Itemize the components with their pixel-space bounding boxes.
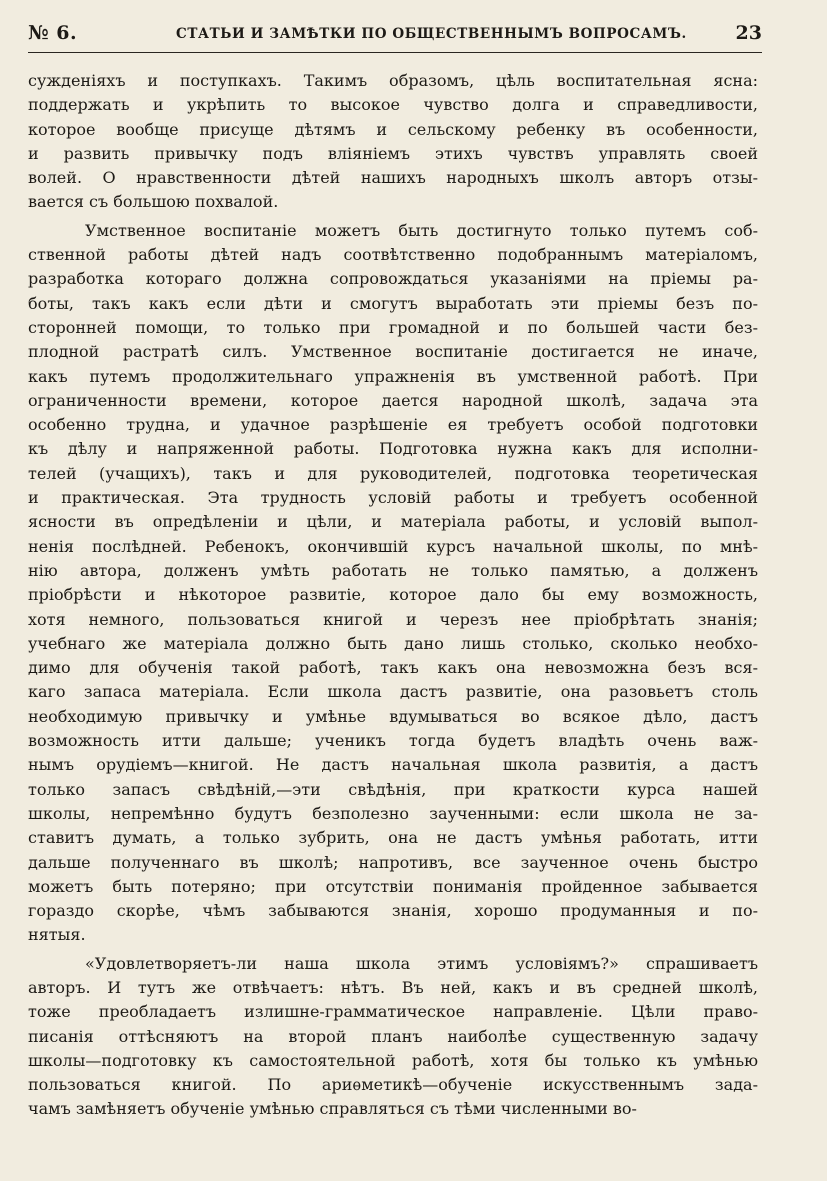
text-line: учебнаго же матеріала должно быть дано лишь столько, сколько необхо- <box>28 633 758 653</box>
text-line: ясности въ опредѣленіи и цѣли, и матеріала работы, и условій выпол- <box>28 512 758 532</box>
text-line: къ дѣлу и напряженной работы. Подготовка нужна какъ для исполни- <box>28 439 758 459</box>
text-line: нятыя. <box>28 925 86 945</box>
body-text <box>28 69 758 1122</box>
text-line: разработка котораго должна сопровождаться указаніями на пріемы ра- <box>28 269 758 289</box>
text-line: пользоваться книгой. По ариѳметикѣ—обученіе искусственнымъ зада- <box>28 1075 758 1095</box>
text-line: пріобрѣсти и нѣкоторое развитіе, которое дало бы ему возможность, <box>28 585 758 605</box>
text-line: только запасъ свѣдѣній,—эти свѣдѣнія, при краткости курса нашей <box>28 779 758 799</box>
text-line: сужденіяхъ и поступкахъ. Такимъ образомъ, цѣль воспитательная ясна: <box>28 71 758 90</box>
text-line: нію автора, долженъ умѣть работать не только памятью, а долженъ <box>28 560 758 580</box>
text-line: каго запаса матеріала. Если школа дастъ развитіе, она разовьетъ столь <box>28 682 758 702</box>
text-line: плодной растратѣ силъ. Умственное воспитаніе достигается не иначе, <box>28 342 758 362</box>
text-line: особенно трудна, и удачное разрѣшеніе ея требуетъ особой подготовки <box>28 415 758 435</box>
text-line: писанія оттѣсняютъ на второй планъ наиболѣе существенную задачу <box>28 1026 758 1046</box>
text-line: чамъ замѣняетъ обученіе умѣнью справляться съ тѣми численными во- <box>28 1099 637 1119</box>
text-line: сторонней помощи, то только при громадной и по большей части без- <box>28 317 758 337</box>
text-line: и практическая. Эта трудность условій работы и требуетъ особенной <box>28 488 758 508</box>
page-number: 23 <box>735 22 762 44</box>
text-line: волей. О нравственности дѣтей нашихъ народныхъ школъ авторъ отзы- <box>28 168 758 188</box>
text-line: гораздо скорѣе, чѣмъ забываются знанія, хорошо продуманныя и по- <box>28 901 758 921</box>
text-line: и развить привычку подъ вліяніемъ этихъ чувствъ управлять своей <box>28 143 758 163</box>
text-line: необходимую привычку и умѣнье вдумываться во всякое дѣло, дастъ <box>28 706 758 726</box>
paragraph <box>28 219 758 948</box>
text-line: нымъ орудіемъ—книгой. Не дастъ начальная школа развитія, а дастъ <box>28 755 758 775</box>
running-header <box>28 18 762 53</box>
text-line: телей (учащихъ), такъ и для руководителей, подготовка теоретическая <box>28 463 758 483</box>
text-line: боты, такъ какъ если дѣти и смогутъ выработать эти пріемы безъ по- <box>28 293 758 313</box>
paragraph <box>28 69 758 215</box>
text-line: «Удовлетворяетъ-ли наша школа этимъ условіямъ?» спрашиваетъ <box>85 953 758 973</box>
text-line: какъ путемъ продолжительнаго упражненія въ умственной работѣ. При <box>28 366 758 386</box>
text-line: вается съ большою похвалой. <box>28 192 279 212</box>
text-line: дальше полученнаго въ школѣ; напротивъ, все заученное очень быстро <box>28 852 758 872</box>
text-line: авторъ. И тутъ же отвѣчаетъ: нѣтъ. Въ ней, какъ и въ средней школѣ, <box>28 977 758 997</box>
paragraph <box>28 952 758 1122</box>
text-line: хотя немного, пользоваться книгой и черезъ нее пріобрѣтать знанія; <box>28 609 758 629</box>
text-line: можетъ быть потеряно; при отсутствіи пониманія пройденное забывается <box>28 876 758 896</box>
text-line: поддержать и укрѣпить то высокое чувство долга и справедливости, <box>28 95 758 115</box>
text-line: ставитъ думать, а только зубрить, она не дастъ умѣнья работать, итти <box>28 828 758 848</box>
text-line: Умственное воспитаніе можетъ быть достигнуто только путемъ соб- <box>85 220 758 240</box>
text-line: школы, непремѣнно будутъ безполезно заученными: если школа не за- <box>28 803 758 823</box>
text-line: школы—подготовку къ самостоятельной работѣ, хотя бы только къ умѣнью <box>28 1050 758 1070</box>
text-line: ограниченности времени, которое дается народной школѣ, задача эта <box>28 390 758 410</box>
section-title: СТАТЬИ И ЗАМѢТКИ ПО ОБЩЕСТВЕННЫМЪ ВОПРОСАМЪ. <box>176 26 687 42</box>
text-line: ственной работы дѣтей надъ соотвѣтственно подобраннымъ матеріаломъ, <box>28 245 758 265</box>
text-line: ненія послѣдней. Ребенокъ, окончившій курсъ начальной школы, по мнѣ- <box>28 536 758 556</box>
text-line: димо для обученія такой работѣ, такъ какъ она невозможна безъ вся- <box>28 658 758 678</box>
issue-number: № 6. <box>28 22 78 44</box>
text-line: возможность итти дальше; ученикъ тогда будетъ владѣть очень важ- <box>28 731 758 751</box>
text-line: тоже преобладаетъ излишне-грамматическое направленіе. Цѣли право- <box>28 1002 758 1022</box>
text-line: которое вообще присуще дѣтямъ и сельскому ребенку въ особенности, <box>28 119 758 139</box>
